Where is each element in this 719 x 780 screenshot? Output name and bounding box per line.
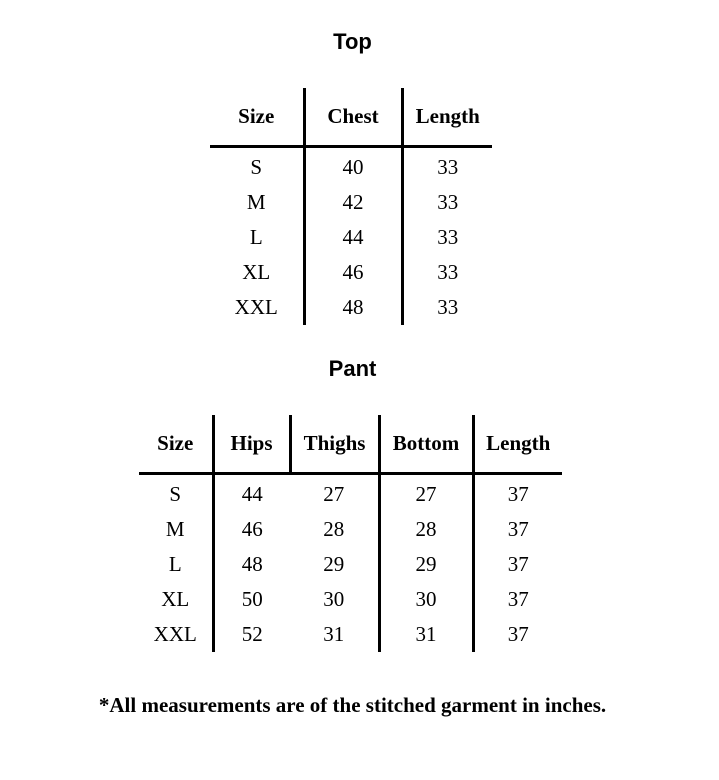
cell-hips: 52 xyxy=(241,622,263,646)
cell-size: XL xyxy=(139,582,213,617)
cell-length: 37 xyxy=(507,517,529,541)
table-row xyxy=(139,582,562,617)
cell-chest: 40 xyxy=(304,147,402,186)
top-table-title: Top xyxy=(333,29,372,54)
cell-thighs: 27 xyxy=(290,474,379,513)
cell-chest: 48 xyxy=(304,290,402,325)
column-header-length: Length xyxy=(473,415,562,474)
cell-size: M xyxy=(139,512,213,547)
cell-hips: 44 xyxy=(241,482,263,506)
cell-bottom: 27 xyxy=(379,474,473,513)
cell-thighs: 28 xyxy=(290,512,379,547)
table-row xyxy=(139,474,562,513)
column-header-hips: Hips xyxy=(213,415,290,474)
cell-chest: 44 xyxy=(304,220,402,255)
cell-length: 37 xyxy=(507,622,529,646)
cell-size: XL xyxy=(210,255,304,290)
pant-table-title: Pant xyxy=(328,356,377,381)
pant-size-table xyxy=(139,415,562,652)
table-row xyxy=(139,547,562,582)
cell-hips: 46 xyxy=(241,517,263,541)
column-header-chest: Chest xyxy=(304,88,402,147)
cell-bottom: 29 xyxy=(379,547,473,582)
cell-size: L xyxy=(210,220,304,255)
cell-hips: 50 xyxy=(241,587,263,611)
cell-hips: 48 xyxy=(241,552,263,576)
cell-size: M xyxy=(210,185,304,220)
cell-chest: 42 xyxy=(304,185,402,220)
table-row xyxy=(210,147,492,186)
cell-length: 33 xyxy=(437,260,459,284)
top-size-table xyxy=(210,88,492,325)
table-header-row xyxy=(139,415,562,474)
column-header-length: Length xyxy=(402,88,492,147)
table-row xyxy=(139,512,562,547)
cell-length: 33 xyxy=(437,225,459,249)
cell-length: 37 xyxy=(507,552,529,576)
measurement-footnote: *All measurements are of the stitched garment in inches. xyxy=(98,693,607,717)
cell-length: 37 xyxy=(507,482,529,506)
cell-thighs: 30 xyxy=(290,582,379,617)
cell-size: XXL xyxy=(210,290,304,325)
cell-size: S xyxy=(210,147,304,186)
cell-thighs: 31 xyxy=(290,617,379,652)
column-header-size: Size xyxy=(139,415,213,474)
table-row xyxy=(210,220,492,255)
cell-chest: 46 xyxy=(304,255,402,290)
table-row xyxy=(210,185,492,220)
cell-size: S xyxy=(139,474,213,513)
cell-bottom: 30 xyxy=(379,582,473,617)
cell-length: 33 xyxy=(437,190,459,214)
column-header-bottom: Bottom xyxy=(379,415,473,474)
cell-size: L xyxy=(139,547,213,582)
cell-thighs: 29 xyxy=(290,547,379,582)
cell-size: XXL xyxy=(139,617,213,652)
column-header-thighs: Thighs xyxy=(290,415,379,474)
cell-length: 37 xyxy=(507,587,529,611)
cell-bottom: 31 xyxy=(379,617,473,652)
table-row xyxy=(139,617,562,652)
table-row xyxy=(210,255,492,290)
cell-length: 33 xyxy=(437,155,459,179)
column-header-size: Size xyxy=(210,88,304,147)
cell-length: 33 xyxy=(437,295,459,319)
table-header-row xyxy=(210,88,492,147)
cell-bottom: 28 xyxy=(379,512,473,547)
table-row xyxy=(210,290,492,325)
